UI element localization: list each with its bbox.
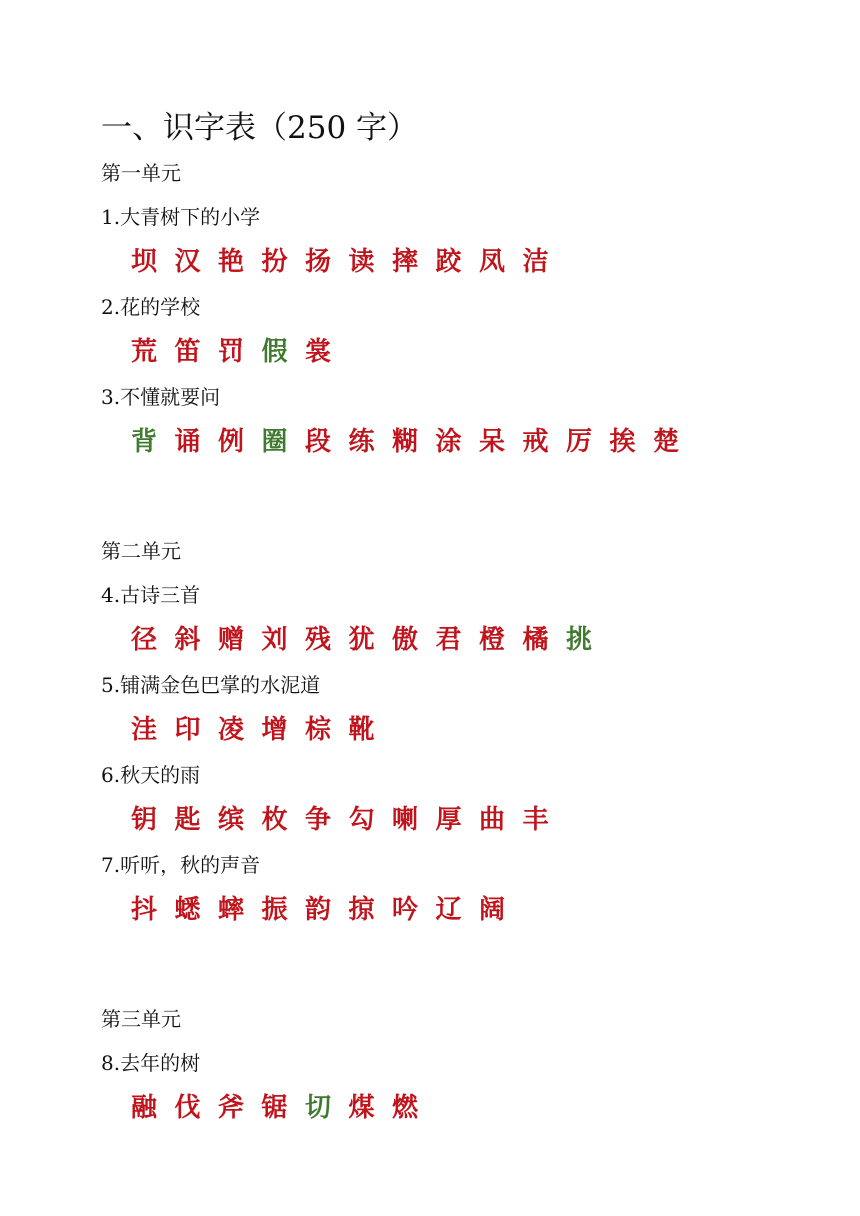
- character: 厉: [566, 427, 593, 457]
- character-row: [101, 878, 801, 942]
- character: 残: [305, 625, 332, 655]
- character: 跤: [435, 247, 462, 277]
- character: 涂: [435, 427, 462, 457]
- character: 挑: [566, 625, 593, 655]
- character: 呆: [479, 427, 506, 457]
- page-title: 一、识字表（250 字）: [101, 110, 419, 146]
- character-row: [101, 230, 801, 294]
- character-row: [101, 410, 801, 474]
- character: 艳: [218, 247, 245, 277]
- unit-heading: 第二单元: [101, 539, 181, 563]
- character-row: [101, 320, 801, 384]
- lesson-title: 6.秋天的雨: [101, 763, 201, 787]
- character: 喇: [392, 805, 419, 835]
- character: 傲: [392, 625, 419, 655]
- character: 背: [131, 427, 158, 457]
- character: 笛: [174, 337, 201, 367]
- character: 斜: [174, 625, 201, 655]
- unit-spacer: [101, 474, 801, 526]
- character: 练: [348, 427, 375, 457]
- character: 径: [131, 625, 158, 655]
- character: 坝: [131, 247, 158, 277]
- character-row: [101, 1076, 801, 1140]
- character: 读: [348, 247, 375, 277]
- character-row: [101, 788, 801, 852]
- character: 橙: [479, 625, 506, 655]
- character: 楚: [653, 427, 680, 457]
- character: 橘: [522, 625, 549, 655]
- character: 刘: [261, 625, 288, 655]
- character: 韵: [305, 895, 332, 925]
- character: 融: [131, 1093, 158, 1123]
- character: 裳: [305, 337, 332, 367]
- character: 洼: [131, 715, 158, 745]
- character: 犹: [348, 625, 375, 655]
- character: 吟: [392, 895, 419, 925]
- units-container: [101, 160, 801, 1140]
- character: 靴: [348, 715, 375, 745]
- character: 汉: [174, 247, 201, 277]
- lesson-title: 4.古诗三首: [101, 583, 201, 607]
- unit-spacer: [101, 942, 801, 994]
- character: 段: [305, 427, 332, 457]
- character: 辽: [435, 895, 462, 925]
- character: 挨: [609, 427, 636, 457]
- character: 厚: [435, 805, 462, 835]
- unit-heading: 第一单元: [101, 161, 181, 185]
- character: 掠: [348, 895, 375, 925]
- lesson-title: 7.听听，秋的声音: [101, 853, 261, 877]
- character: 假: [261, 337, 288, 367]
- character: 争: [305, 805, 332, 835]
- character: 赠: [218, 625, 245, 655]
- character: 蟀: [218, 895, 245, 925]
- character: 蟋: [174, 895, 201, 925]
- character: 缤: [218, 805, 245, 835]
- character: 凤: [479, 247, 506, 277]
- lesson-title: 8.去年的树: [101, 1051, 201, 1075]
- lesson-title: 3.不懂就要问: [101, 385, 221, 409]
- character: 匙: [174, 805, 201, 835]
- character: 锯: [261, 1093, 288, 1123]
- character: 伐: [174, 1093, 201, 1123]
- character: 勾: [348, 805, 375, 835]
- character: 摔: [392, 247, 419, 277]
- character: 糊: [392, 427, 419, 457]
- character: 燃: [392, 1093, 419, 1123]
- character: 增: [261, 715, 288, 745]
- character: 枚: [261, 805, 288, 835]
- character: 例: [218, 427, 245, 457]
- character: 圈: [261, 427, 288, 457]
- character: 切: [305, 1093, 332, 1123]
- lesson-title: 1.大青树下的小学: [101, 205, 261, 229]
- unit-heading: 第三单元: [101, 1007, 181, 1031]
- character-row: [101, 608, 801, 672]
- character: 扮: [261, 247, 288, 277]
- character: 煤: [348, 1093, 375, 1123]
- lesson-title: 5.铺满金色巴掌的水泥道: [101, 673, 321, 697]
- character: 阔: [479, 895, 506, 925]
- character: 君: [435, 625, 462, 655]
- character: 印: [174, 715, 201, 745]
- character: 罚: [218, 337, 245, 367]
- character-row: [101, 698, 801, 762]
- character: 诵: [174, 427, 201, 457]
- character: 振: [261, 895, 288, 925]
- character: 凌: [218, 715, 245, 745]
- lesson-title: 2.花的学校: [101, 295, 201, 319]
- document-page: [101, 108, 801, 1140]
- character: 荒: [131, 337, 158, 367]
- character: 斧: [218, 1093, 245, 1123]
- character: 抖: [131, 895, 158, 925]
- character: 丰: [522, 805, 549, 835]
- character: 洁: [522, 247, 549, 277]
- character: 棕: [305, 715, 332, 745]
- character: 扬: [305, 247, 332, 277]
- character: 戒: [522, 427, 549, 457]
- character: 曲: [479, 805, 506, 835]
- character: 钥: [131, 805, 158, 835]
